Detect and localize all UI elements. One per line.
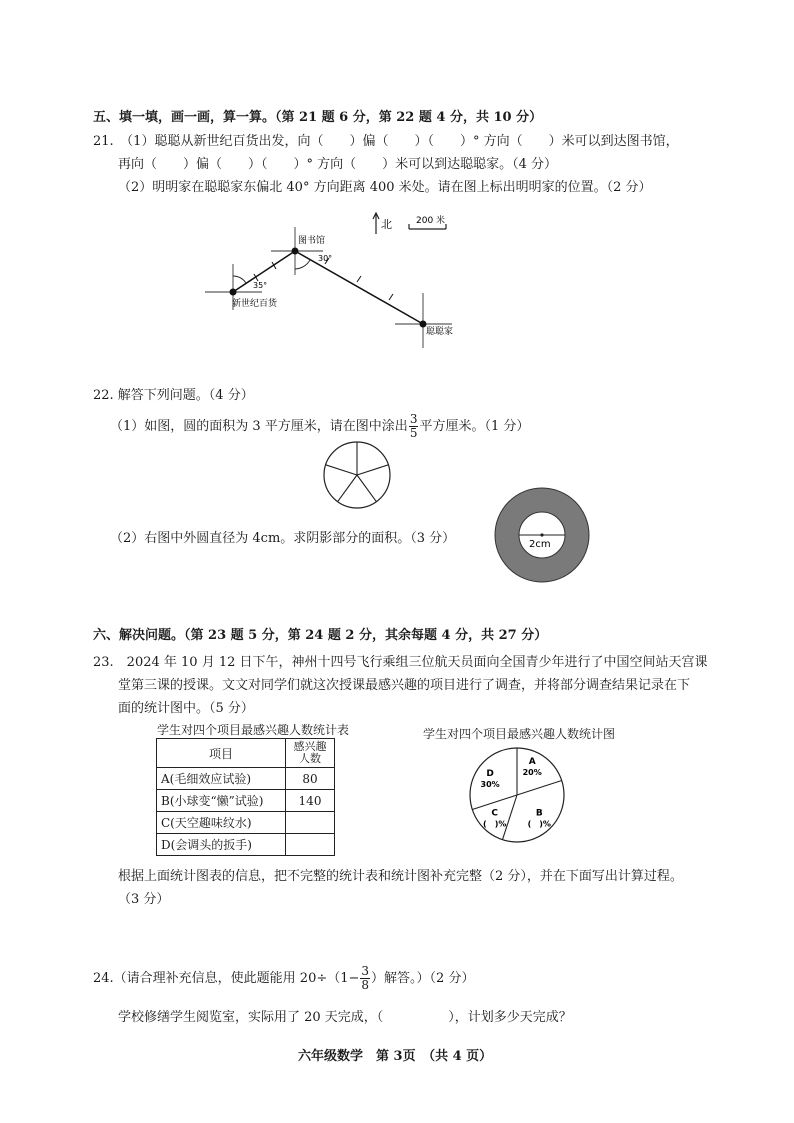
table-header-row [157, 739, 335, 768]
table-cell-item: C(天空趣味纹水) [157, 812, 286, 834]
fraction-numerator: 3 [361, 964, 370, 978]
table-row [157, 834, 335, 856]
home-label: 聪聪家 [426, 327, 454, 337]
store-label: 新世纪百货 [232, 299, 278, 309]
chart-title: 学生对四个项目最感兴趣人数统计图 [423, 727, 616, 741]
table-cell-count [286, 812, 335, 834]
table-row [157, 768, 335, 790]
angle-arc-30 [295, 260, 310, 269]
table-cell-item: A(毛细效应试验) [157, 768, 286, 790]
home-crosshair [395, 293, 452, 348]
q23-line-3: 面的统计图中。（5 分） [118, 701, 254, 716]
north-arrow-icon [373, 213, 379, 234]
angle-30-label: 30° [318, 254, 333, 263]
page-footer: 六年级数学 第 3页 （共 4 页） [298, 1049, 493, 1064]
table-row [157, 790, 335, 812]
store-point [230, 289, 237, 296]
north-label: 北 [381, 218, 392, 231]
q22-part-1-text-after: 平方厘米。（1 分） [419, 419, 530, 434]
q22-part-2: （2）右图中外圆直径为 4cm。求阴影部分的面积。（3 分） [110, 531, 456, 546]
pie-slice-value: 30% [480, 779, 500, 789]
pie-slice-label: A [528, 757, 536, 768]
pie-slice-label: B [535, 808, 543, 819]
table-cell-item: B(小球变“懒”试验) [157, 790, 286, 812]
table-cell-item: D(会调头的扳手) [157, 834, 286, 856]
pie-slice-value: ( )% [527, 819, 551, 829]
section-5-heading: 五、填一填，画一画，算一算。（第 21 题 6 分，第 22 题 4 分，共 10 分） [93, 110, 543, 125]
angle-arc-35 [233, 276, 246, 283]
q22-part-1-text-before: （1）如图，圆的面积为 3 平方厘米，请在图中涂出 [110, 419, 408, 434]
q24-text-before: 24.（请合理补充信息，使此题能用 20÷（1− [93, 971, 360, 986]
pie-slice-value: ( )% [483, 819, 507, 829]
q23-line-1: 23. 2024 年 10 月 12 日下午，神州十四号飞行乘组三位航天员面向全国青少年进行了中国空间站天宫课 [93, 655, 708, 670]
q22-title: 22. 解答下列问题。（4 分） [93, 388, 254, 403]
table-title: 学生对四个项目最感兴趣人数统计表 [157, 723, 350, 737]
q23-after-line-1: 根据上面统计图表的信息，把不完整的统计表和统计图补充完整（2 分），并在下面写出计算过程。 [118, 869, 683, 884]
table-cell-count: 140 [286, 790, 335, 812]
table-cell-count: 80 [286, 768, 335, 790]
pie-slice-value: 20% [522, 768, 542, 778]
q24-line-2: 学校修缮学生阅览室，实际用了 20 天完成，（ ），计划多少天完成？ [118, 1010, 572, 1025]
angle-35-label: 35° [253, 281, 268, 290]
table-cell-count [286, 834, 335, 856]
table-row [157, 812, 335, 834]
section-6-heading: 六、解决问题。（第 23 题 5 分，第 24 题 2 分，其余每题 4 分，共 27 分） [93, 628, 548, 643]
direction-map [0, 0, 794, 380]
q21-line-3: （2）明明家在聪聪家东偏北 40° 方向距离 400 米处。请在图上标出明明家的位置。（2 分） [118, 180, 652, 195]
q23-after-line-2: （3 分） [118, 892, 170, 907]
fraction-denominator: 5 [409, 426, 418, 440]
scale-label: 200 米 [416, 216, 446, 226]
q24-text-after: ）解答。）（2 分） [371, 971, 475, 986]
pie-slice-label: D [486, 768, 494, 779]
fraction-denominator: 8 [361, 978, 370, 992]
pie-chart [455, 742, 585, 852]
five-sector-circle [320, 438, 396, 514]
route-library-to-home [295, 251, 423, 324]
q22-part-1 [110, 413, 529, 440]
fraction-numerator: 3 [409, 412, 418, 426]
fraction-three-fifths [409, 413, 419, 440]
statistics-table [156, 738, 335, 856]
table-header-item: 项目 [157, 739, 286, 768]
table-header-count: 感兴趣人数 [286, 739, 335, 768]
ring-label: 2cm [529, 539, 551, 550]
q23-line-2: 堂第三课的授课。文文对同学们就这次授课最感兴趣的项目进行了调查，并将部分调查结果记录在下 [118, 678, 691, 693]
q24-line-1 [93, 965, 474, 992]
q21-line-2: 再向（ ）偏（ ）（ ）° 方向（ ）米可以到达聪聪家。（4 分） [118, 157, 558, 172]
ring-diagram [492, 485, 592, 585]
library-point [292, 248, 299, 255]
fraction-three-eighths [360, 965, 370, 992]
library-label: 图书馆 [298, 236, 326, 246]
q21-line-1: 21. （1）聪聪从新世纪百货出发，向（ ）偏（ ）（ ）° 方向（ ）米可以到达图书馆， [93, 134, 679, 149]
pie-slice-label: C [491, 808, 499, 819]
